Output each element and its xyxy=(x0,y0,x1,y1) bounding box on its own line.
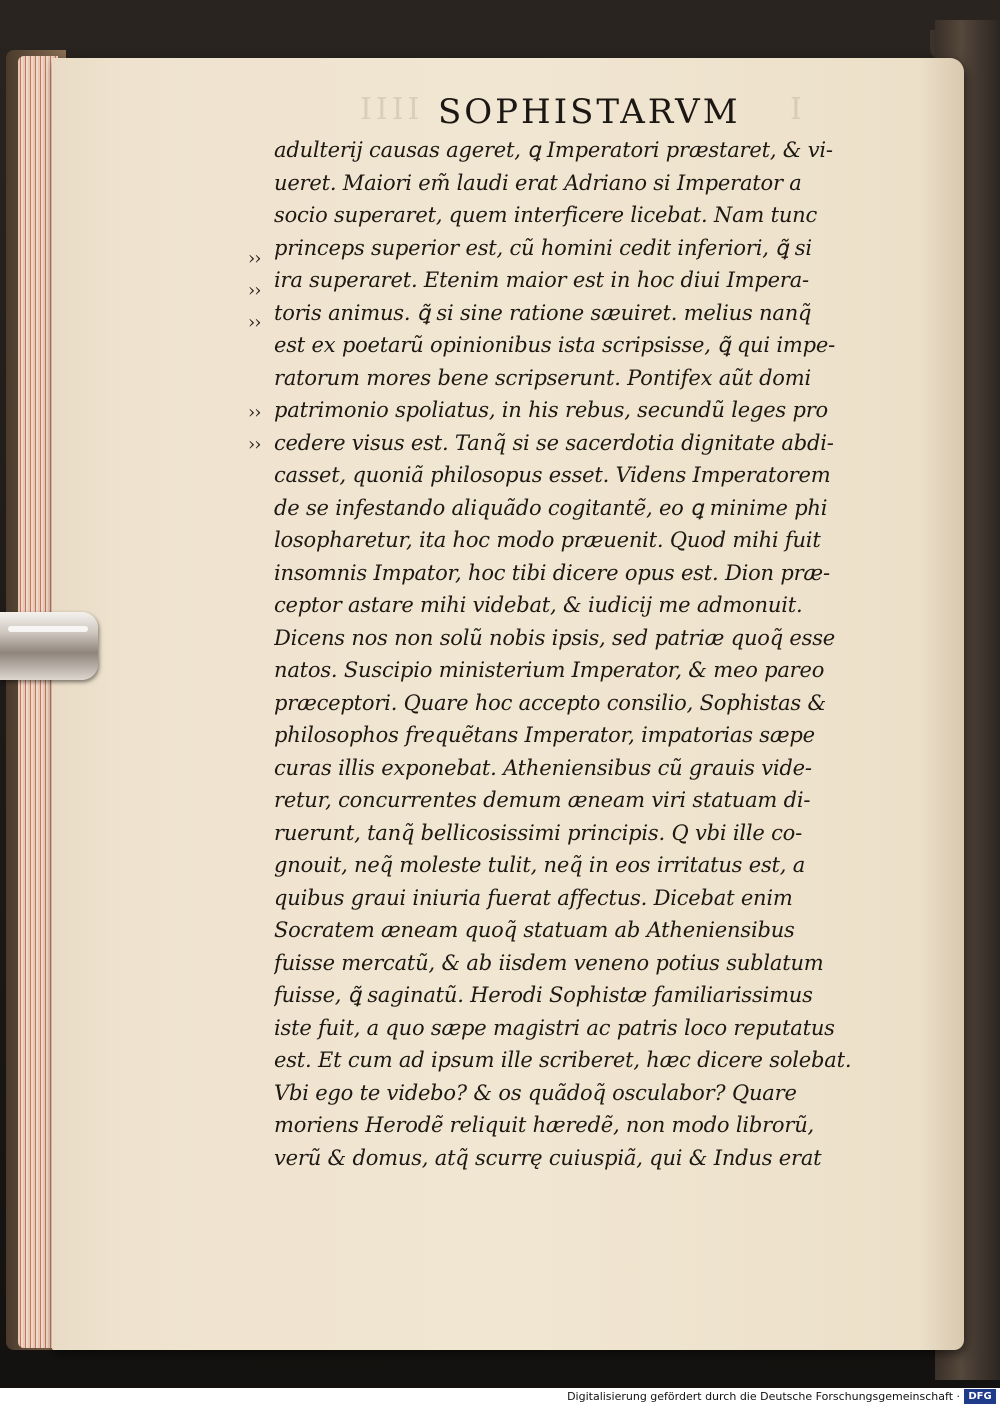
text-line: ira superaret. Etenim maior est in hoc diui Impera- xyxy=(274,268,809,292)
text-line: ueret. Maiori em̃ laudi erat Adriano si Imperator a xyxy=(274,170,802,195)
text-line: ruerunt, tanq̃ bellicosissimi principis. Q vbi ille co- xyxy=(274,820,802,845)
text-line: princeps superior est, cũ homini cedit inferiori, ꝗ̃ si xyxy=(274,235,812,260)
body-text xyxy=(274,134,914,1174)
text-line: adulterij causas ageret, ꝗ Imperatori præstaret, & vi- xyxy=(274,138,833,162)
text-line: philosophos frequẽtans Imperator, impatorias sæpe xyxy=(274,723,815,747)
running-header: SOPHISTARVM xyxy=(438,92,741,132)
marginal-quote-mark: ›› xyxy=(248,402,261,423)
text-line: iste fuit, a quo sæpe magistri ac patris loco reputatus xyxy=(274,1015,835,1040)
text-line: gnouit, neq̃ moleste tulit, neq̃ in eos irritatus est, a xyxy=(274,853,806,877)
text-line: socio superaret, quem interficere licebat. Nam tunc xyxy=(274,203,818,227)
text-line: losopharetur, ita hoc modo præuenit. Quod mihi fuit xyxy=(274,528,821,552)
marginal-quote-mark: ›› xyxy=(248,248,261,269)
text-line: moriens Herodẽ reliquit hæredẽ, non modo librorũ, xyxy=(274,1113,815,1137)
text-line: Vbi ego te videbo? & os quãdoq̃ osculabor? Quare xyxy=(274,1080,797,1105)
text-line: est. Et cum ad ipsum ille scriberet, hæc dicere solebat. xyxy=(274,1048,852,1072)
text-line: casset, quoniã philosopus esset. Videns Imperatorem xyxy=(274,463,831,487)
text-line: Dicens nos non solũ nobis ipsis, sed patriæ quoq̃ esse xyxy=(274,625,836,650)
text-line: quibus graui iniuria fuerat affectus. Dicebat enim xyxy=(274,885,793,910)
text-line: ceptor astare mihi videbat, & iudicij me admonuit. xyxy=(274,593,803,617)
marginal-quote-mark: ›› xyxy=(248,280,261,301)
text-line: toris animus. ꝗ̃ si sine ratione sæuiret. melius nanq̃ xyxy=(274,300,812,325)
text-line: insomnis Impator, hoc tibi dicere opus est. Dion præ- xyxy=(274,560,830,585)
text-line: præceptori. Quare hoc accepto consilio, Sophistas & xyxy=(274,690,826,715)
dfg-logo: DFG xyxy=(964,1389,996,1404)
text-line: de se infestando aliquãdo cogitantẽ, eo ꝗ minime phi xyxy=(274,495,828,520)
footer-credit-text: Digitalisierung gefördert durch die Deutsche Forschungsgemeinschaft · xyxy=(567,1390,960,1403)
text-line: ratorum mores bene scripserunt. Pontifex aũt domi xyxy=(274,365,811,390)
text-line: patrimonio spoliatus, in his rebus, secundũ leges pro xyxy=(274,398,829,422)
text-line: fuisse mercatũ, & ab iisdem veneno potius sublatum xyxy=(274,950,824,975)
text-line: Socratem æneam quoq̃ statuam ab Atheniensibus xyxy=(274,918,795,942)
book-clamp xyxy=(0,612,98,680)
marginal-quote-mark: ›› xyxy=(248,312,261,333)
text-line: fuisse, ꝗ̃ saginatũ. Herodi Sophistæ familiarissimus xyxy=(274,983,813,1007)
text-line: verũ & domus, atq̃ scurrę cuiuspiã, qui & Indus erat xyxy=(274,1145,822,1170)
text-line: natos. Suscipio ministerium Imperator, & meo pareo xyxy=(274,658,825,682)
text-line: est ex poetarũ opinionibus ista scripsisse, ꝗ̃ qui impe- xyxy=(274,333,835,357)
text-line: curas illis exponebat. Atheniensibus cũ grauis vide- xyxy=(274,755,812,780)
bleed-through-text: I xyxy=(790,92,806,127)
marginal-quote-mark: ›› xyxy=(248,434,261,455)
bleed-through-text: IIII xyxy=(360,92,424,127)
text-line: cedere visus est. Tanq̃ si se sacerdotia dignitate abdi- xyxy=(274,430,834,455)
text-line: retur, concurrentes demum æneam viri statuam di- xyxy=(274,788,811,812)
